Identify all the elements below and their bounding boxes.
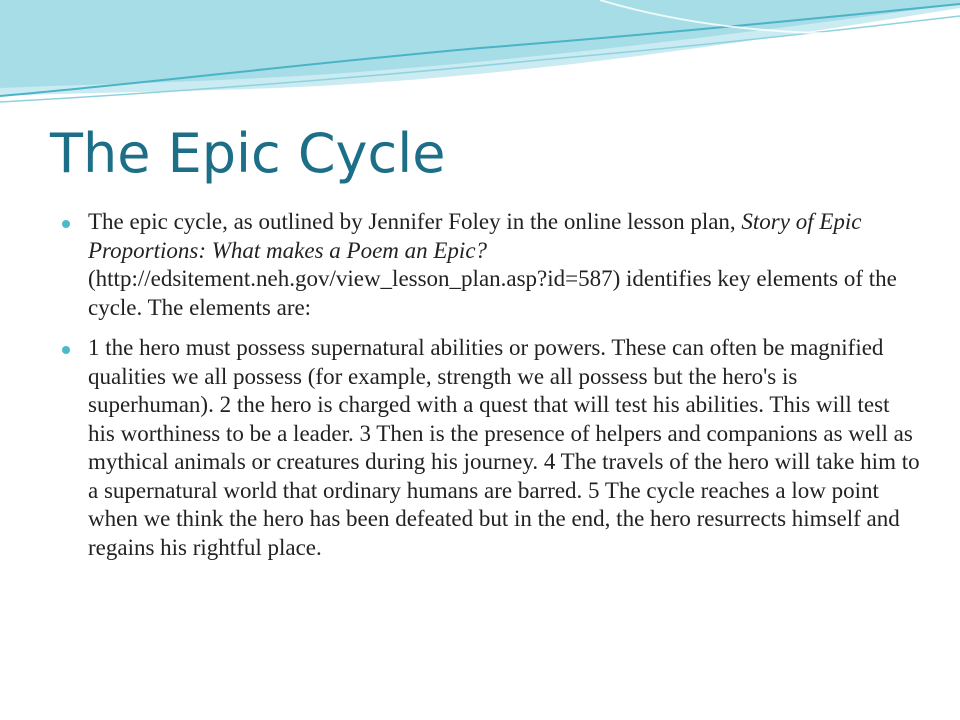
bullet-text-after: (http://edsitement.neh.gov/view_lesson_plan.asp?id=587) identifies key elements of the cycle. The elements are:	[88, 266, 897, 320]
bullet-dot-icon	[62, 346, 70, 354]
bullet-list	[62, 208, 922, 574]
lesson-plan-title: Story of Epic Proportions: What makes a Poem an Epic?	[88, 209, 862, 263]
header-wave-decoration	[0, 0, 960, 110]
wave-mid-band	[0, 0, 960, 88]
bullet-dot-icon	[62, 220, 70, 228]
bullet-text: 1 the hero must possess supernatural abilities or powers. These can often be magnified qualities we all possess (for example, strength we all possess but the hero's is superhuman). 2 the hero is charged with a quest that will test his abilities. This will test his worthiness to be a leader. 3 Then is the presence of helpers and companions as well as mythical animals or creatures during his journey. 4 The travels of the hero will take him to a supernatural world that ordinary humans are barred. 5 The cycle reaches a low point when we think the hero has been defeated but in the end, the hero resurrects himself and regains his rightful place.	[88, 335, 920, 560]
bullet-text-before: The epic cycle, as outlined by Jennifer Foley in the online lesson plan,	[88, 209, 742, 234]
bullet-item-elements	[62, 334, 922, 562]
bullet-item-intro	[62, 208, 922, 322]
slide-title: The Epic Cycle	[50, 122, 446, 185]
